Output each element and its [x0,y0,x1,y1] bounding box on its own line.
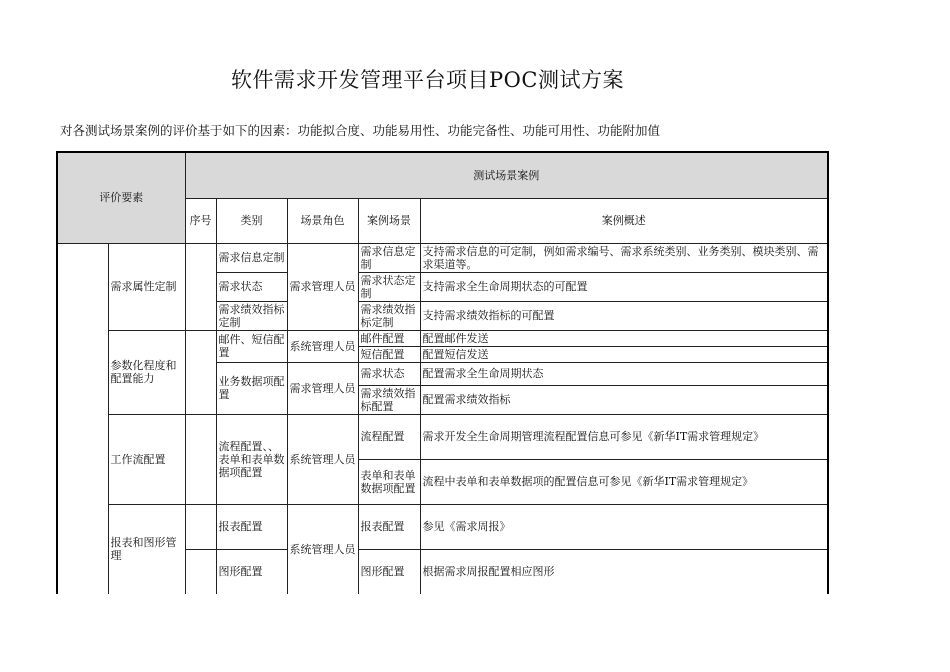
scene-cell: 短信配置 [358,346,420,362]
scene-cell: 需求信息定制 [358,243,420,272]
header-case-scene: 案例场景 [358,198,420,243]
scene-cell: 需求状态定制 [358,272,420,301]
role-cell: 系统管理人员 [287,504,358,594]
eval-blank-cell [57,243,108,594]
scene-cell: 需求绩效指标定制 [358,301,420,330]
overview-cell: 支持需求绩效指标的可配置 [420,301,828,330]
overview-cell: 支持需求信息的可定制，例如需求编号、需求系统类别、业务类别、模块类别、需求渠道等。 [420,243,828,272]
role-cell: 需求管理人员 [287,362,358,414]
scene-cell: 图形配置 [358,549,420,594]
intro-text: 对各测试场景案例的评价基于如下的因素：功能拟合度、功能易用性、功能完备性、功能可用性、功能附加值 [60,123,661,138]
category-cell: 需求状态 [216,272,287,301]
overview-cell: 配置短信发送 [420,346,828,362]
category-cell: 报表配置 [216,504,287,549]
overview-cell: 配置需求绩效指标 [420,385,828,414]
scene-cell: 表单和表单数据项配置 [358,459,420,504]
overview-cell: 需求开发全生命周期管理流程配置信息可参见《新华IT需求管理规定》 [420,414,828,459]
role-cell: 系统管理人员 [287,414,358,504]
overview-cell: 支持需求全生命周期状态的可配置 [420,272,828,301]
role-cell: 需求管理人员 [287,243,358,330]
seq-cell [185,549,216,594]
category-cell: 业务数据项配置 [216,362,287,414]
group-name: 报表和图形管理 [108,504,185,594]
scene-cell: 报表配置 [358,504,420,549]
group-name: 需求属性定制 [108,243,185,330]
header-seq: 序号 [185,198,216,243]
seq-cell [185,330,216,414]
header-role: 场景角色 [287,198,358,243]
overview-cell: 配置需求全生命周期状态 [420,362,828,385]
header-case-overview: 案例概述 [420,198,828,243]
seq-cell [185,243,216,330]
category-cell: 需求绩效指标定制 [216,301,287,330]
category-cell: 邮件、短信配置 [216,330,287,362]
header-eval-factors: 评价要素 [57,152,185,243]
scene-cell: 流程配置 [358,414,420,459]
overview-cell: 流程中表单和表单数据项的配置信息可参见《新华IT需求管理规定》 [420,459,828,504]
header-category: 类别 [216,198,287,243]
seq-cell [185,414,216,504]
group-name: 工作流配置 [108,414,185,504]
seq-cell [185,504,216,549]
overview-cell: 根据需求周报配置相应图形 [420,549,828,594]
test-case-table [56,151,829,594]
group-name: 参数化程度和配置能力 [108,330,185,414]
scene-cell: 邮件配置 [358,330,420,346]
category-cell: 流程配置、、表单和表单数据项配置 [216,414,287,504]
category-cell: 需求信息定制 [216,243,287,272]
category-cell: 图形配置 [216,549,287,594]
scene-cell: 需求状态 [358,362,420,385]
overview-cell: 配置邮件发送 [420,330,828,346]
scene-cell: 需求绩效指标配置 [358,385,420,414]
document-title: 软件需求开发管理平台项目POC测试方案 [231,68,624,92]
role-cell: 系统管理人员 [287,330,358,362]
header-scenario-cases: 测试场景案例 [185,152,828,198]
overview-cell: 参见《需求周报》 [420,504,828,549]
